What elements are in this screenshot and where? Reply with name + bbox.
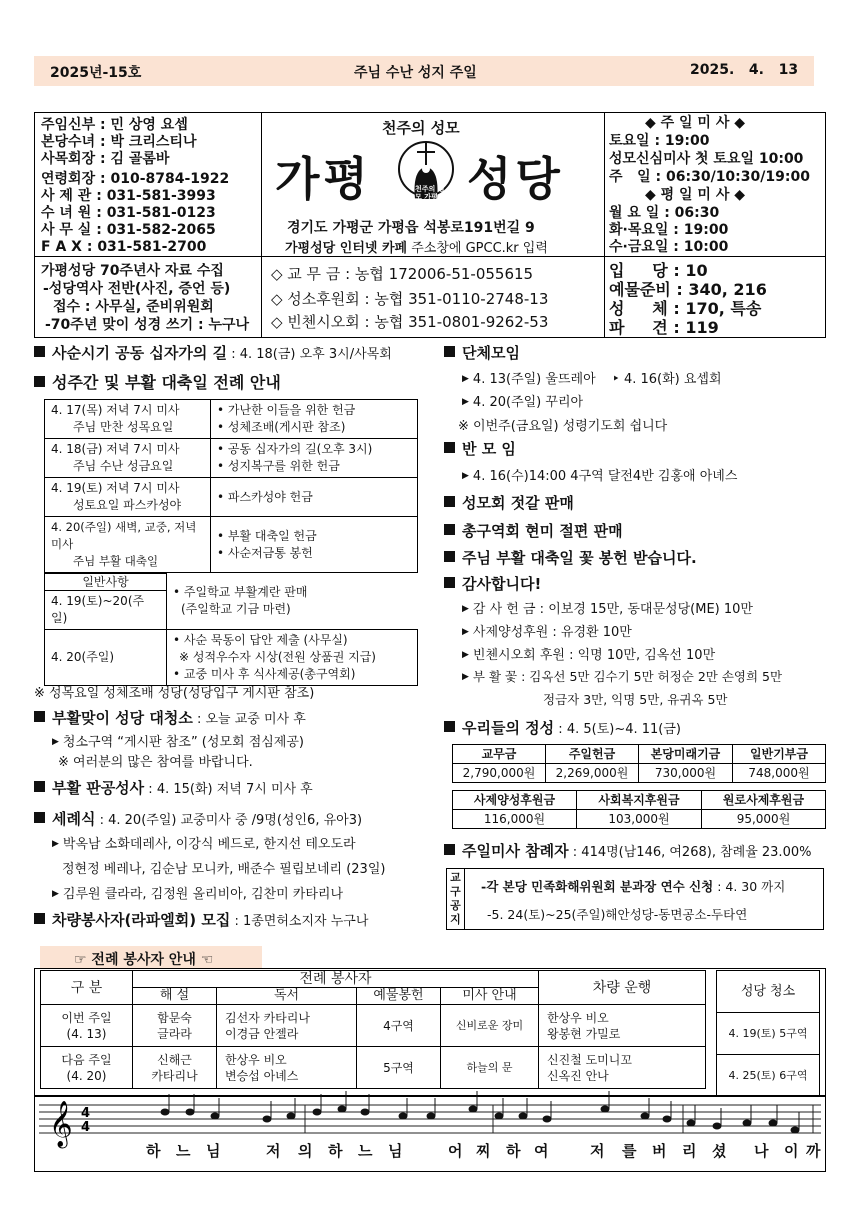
lyric-syllable: 셨 [712,1142,727,1160]
music-note [663,1116,672,1123]
staff-row: 본당수녀 : 박 크리스티나 [41,134,197,150]
mass-line: 주 일 : 06:30/10:30/19:00 [609,169,810,185]
list-item: ※ 여러분의 많은 참여를 바랍니다. [58,755,253,770]
table-row: 116,000원 103,000원 95,000원 [453,810,826,829]
confession-heading: 부활 판공성사 : 4. 15(화) 저녁 7시 미사 후 [34,777,313,798]
driver-heading: 차량봉사자(라파엘회) 모집 : 1종면허소지자 누구나 [34,909,368,930]
service-table: 구 분 전례 봉사자 차량 운행 해 설 독서 예물봉헌 미사 안내 이번 주일 (4. 13) 함문숙 글라라 김선자 카타리나 이경금 안젤라 4구역 신비로운 장미 한상우 비오 왕봉현 가밀로 다음 주일 (4. 20) 신해근 카타리나 한상우 비오 변승섭 아녜스 5구역 하늘의 문 신진철 도미니꼬 신옥진 안나 [40,970,706,1089]
cleaning-heading: 부활맞이 성당 대청소 : 오늘 교중 미사 후 [34,707,306,728]
music-note [263,1116,272,1123]
list-item: ▶ 감 사 헌 금 : 이보경 15만, 동대문성당(ME) 10만 [462,602,753,617]
music-note [287,1113,296,1120]
table-row: 다음 주일 (4. 20) 신해근 카타리나 한상우 비오 변승섭 아녜스 5구역 하늘의 문 신진철 도미니꼬 신옥진 안나 [41,1047,706,1089]
issue-header-bar [34,56,814,86]
music-note [495,1113,504,1120]
lyric-syllable: 나 [754,1142,769,1160]
music-note [601,1106,610,1113]
sunday-mass-header: ◆ 주 일 미 사 ◆ [645,115,745,131]
music-note [519,1113,528,1120]
lyric-syllable: 버 [652,1142,667,1160]
music-note [469,1106,478,1113]
mass-line: 화·목요일 : 19:00 [609,222,729,238]
music-note [399,1113,408,1120]
list-item: ▶ 4. 20(주일) 꾸리아 [462,395,584,410]
table-row: 4. 20(주일) 새벽, 교중, 저녁 미사 주님 부활 대축일 • 부활 대축일 헌금 • 사순저금통 봉헌 [45,517,418,573]
lyric-syllable: 님 [206,1142,221,1160]
issue-number: 2025년-15호 [50,65,142,81]
offering-heading: 우리들의 정성 : 4. 5(토)~4. 11(금) [444,717,681,738]
weekday-mass-header: ◆ 평 일 미 사 ◆ [645,187,745,203]
music-note [161,1109,170,1116]
staff-row: 연령회장 : 010-8784-1922 [41,171,230,187]
list-item: 정현정 베레나, 김순남 모니카, 배준수 필립보네리 (23일) [62,862,386,877]
lyric-syllable: 님 [388,1142,403,1160]
staff-row: 주임신부 : 민 상영 요셉 [41,117,188,133]
lyric-syllable: 까 [806,1142,821,1160]
thanks-heading: 감사합니다! [444,573,541,594]
table-row: 사제양성후원금 사회복지후원금 원로사제후원금 [453,791,826,810]
staff-row: 사 제 관 : 031-581-3993 [41,188,216,204]
cross-way-heading: 사순시기 공동 십자가의 길 : 4. 18(금) 오후 3시/사목회 [34,342,392,363]
offering-table [452,744,826,783]
notice-heading: 총구역회 현미 절편 판매 [444,520,623,541]
list-item: ※ 이번주(금요일) 성령기도회 쉽니다 [458,419,668,434]
list-item: ▶ 4. 13(주일) 울뜨레아 ‣ 4. 16(화) 요셉회 [462,372,722,387]
lyric-syllable: 하 [506,1142,521,1160]
lyric-syllable: 를 [622,1142,637,1160]
parish-address: 경기도 가평군 가평읍 석봉로191번길 9 [287,220,535,236]
bank-account: ◇ 교 무 금 : 농협 172006-51-055615 [271,265,534,283]
music-note [791,1127,800,1134]
mass-line: 토요일 : 19:00 [609,133,710,149]
lyric-syllable: 이 [784,1142,799,1160]
time-signature: 4 [81,1106,91,1121]
music-note [769,1120,778,1127]
list-item: ▶ 4. 16(수)14:00 4구역 달전4반 김홍애 아녜스 [462,469,738,484]
list-item: 정금자 3만, 익명 5만, 유귀옥 5만 [543,692,728,707]
lyric-syllable: 저 [590,1142,605,1160]
parish-name-right: 성당 [467,152,564,206]
seal-text: 천주의 성모 가평성당 [415,185,445,209]
music-note [743,1120,752,1127]
adoration-note: ※ 성목요일 성체조배 성당(성당입구 게시판 참조) [34,686,315,701]
diocese-notice-line: -5. 24(토)~25(주일)해안성당-동면공소-두타연 [487,907,748,922]
notice70-line: 가평성당 70주년사 자료 수집 [41,263,224,279]
lyric-syllable: 찌 [476,1142,491,1160]
table-row: 2,790,000원 2,269,000원 730,000원 748,000원 [453,764,826,783]
mass-line: 월 요 일 : 06:30 [609,205,720,221]
music-note [361,1109,370,1116]
staff-row: 수 녀 원 : 031-581-0123 [41,205,216,221]
lyric-syllable: 의 [298,1142,313,1160]
bank-account: ◇ 성소후원회 : 농협 351-0110-2748-13 [271,290,549,308]
baptism-heading: 세례식 : 4. 20(주일) 교중미사 중 /9명(성인6, 유아3) [34,808,362,829]
stat-row: 예물준비 : 340, 216 [609,280,767,299]
music-note [313,1109,322,1116]
lyric-syllable: 어 [448,1142,463,1160]
notice70-line: -성당역사 전반(사진, 증언 등) [43,281,231,297]
lyric-syllable: 하 [328,1142,343,1160]
list-item: ▶ 사제양성후원 : 유경환 10만 [462,625,632,640]
table-row: 4. 17(목) 저녁 7시 미사 주님 만찬 성목요일 • 가난한 이들을 위한 헌금 • 성체조배(게시판 참조) [45,400,418,439]
lyric-syllable: 느 [176,1142,191,1160]
table-row: 교무금 주일헌금 본당미래기금 일반기부금 [453,745,826,764]
attendance-heading: 주일미사 참례자 : 414명(남146, 여268), 참례율 23.00% [444,840,811,861]
list-item: ▶ 김루원 클라라, 김정원 올리비아, 김찬미 카타리나 [52,887,344,902]
music-note [186,1109,195,1116]
music-staff [35,1097,825,1145]
sunday-title: 주님 수난 성지 주일 [354,65,477,81]
stat-row: 성 체 : 170, 특송 [609,299,762,318]
list-item: ▶ 빈첸시오회 후원 : 익명 10만, 김옥선 10만 [462,648,716,663]
table-row: 4. 19(토) 저녁 7시 미사 성토요일 파스카성야 • 파스카성야 헌금 [45,478,418,517]
table-row: 4. 18(금) 저녁 7시 미사 주님 수난 성금요일 • 공동 십자가의 길(오후 3시) • 성지복구를 위한 헌금 [45,439,418,478]
parish-subtitle: 천주의 성모 [382,119,460,137]
notice-heading: 주님 부활 대축일 꽃 봉헌 받습니다. [444,547,697,568]
parish-info-box [34,112,826,338]
list-item: ▶ 청소구역 “게시판 참조” (성모회 점심제공) [52,735,304,750]
lyric-syllable: 하 [146,1142,161,1160]
time-signature: 4 [81,1120,91,1135]
music-note [687,1120,696,1127]
treble-clef-icon: 𝄞 [49,1101,73,1147]
mass-line: 성모신심미사 첫 토요일 10:00 [609,151,804,167]
lyric-syllable: 저 [266,1142,281,1160]
holyweek-table [44,399,418,573]
group-heading: 단체모임 [444,342,520,363]
music-note [427,1113,436,1120]
parish-cafe: 가평성당 인터넷 카페 주소창에 GPCC.kr 입력 [285,241,548,256]
notice70-line: 접수 : 사무실, 준비위원회 [53,299,214,315]
staff-row: 사 무 실 : 031-582-2065 [41,222,216,238]
table-row: 이번 주일 (4. 13) 함문숙 글라라 김선자 카타리나 이경금 안젤라 4구역 신비로운 장미 한상우 비오 왕봉현 가밀로 [41,1005,706,1047]
issue-date: 2025. 4. 13 [690,62,799,78]
music-note [713,1123,722,1130]
diocese-notice-label: 교 구 공 지 [447,869,465,929]
notice-heading: 성모회 젓갈 판매 [444,492,574,513]
general-table: 일반사항 • 주일학교 부활계란 판매 (주일학교 기금 마련) 4. 19(토)~20(주일) 4. 20(주일) • 사순 묵동이 답안 제출 (사무실) ※ 성적우수자 시상(전원 상품권 지급) • 교중 미사 후 식사제공(총구역회) [44,573,418,686]
mass-line: 수·금요일 : 10:00 [609,239,729,255]
list-item: ▶ 부 활 꽃 : 김옥선 5만 김수기 5만 허정순 2만 손영희 5만 [462,669,783,684]
diocese-notice-box [446,868,824,930]
lyric-syllable: 리 [682,1142,697,1160]
staff-row: 사목회장 : 김 골롬바 [41,151,170,167]
holyweek-heading: 성주간 및 부활 대축일 전례 안내 [34,370,281,393]
staff-row: F A X : 031-581-2700 [41,239,207,255]
list-item: ▶ 박옥남 소화데레사, 이강식 베드로, 한지선 테오도라 [52,837,356,852]
bank-account: ◇ 빈첸시오회 : 농협 351-0801-9262-53 [271,313,549,331]
offering-table-2 [452,790,826,829]
stat-row: 파 견 : 119 [609,318,719,337]
music-note [543,1116,552,1123]
music-note [338,1106,347,1113]
lyric-syllable: 느 [358,1142,373,1160]
music-note [211,1113,220,1120]
ban-heading: 반 모 임 [444,438,516,459]
diocese-notice-line: -각 본당 민족화해위원회 분과장 연수 신청 : 4. 30 까지 [481,879,786,894]
notice70-line: -70주년 맞이 성경 쓰기 : 누구나 [45,317,250,333]
lyric-syllable: 여 [534,1142,549,1160]
parish-name-left: 가평 [275,152,372,206]
lyrics-line [34,1140,826,1164]
cleaning-table: 성당 청소 4. 19(토) 5구역 4. 25(토) 6구역 [716,970,820,1097]
stat-row: 입 당 : 10 [609,261,708,280]
music-note [641,1113,650,1120]
service-title: ☞ 전례 봉사자 안내 ☜ [40,946,262,968]
